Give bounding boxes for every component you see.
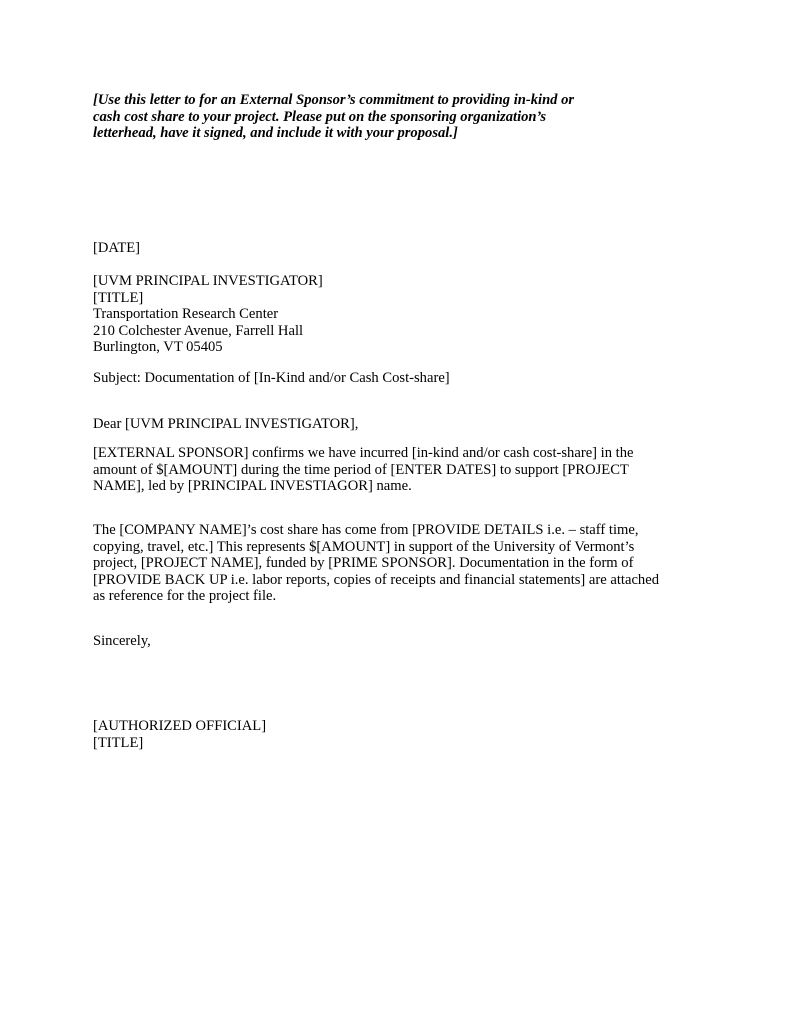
letter-date bbox=[93, 240, 140, 257]
recipient-address bbox=[93, 273, 323, 356]
paragraph2-line-2: copying, travel, etc.] This represents $[AMOUNT] in support of the University of Vermont’s bbox=[93, 538, 635, 555]
paragraph2-line-3: project, [PROJECT NAME], funded by [PRIME SPONSOR]. Documentation in the form of bbox=[93, 555, 634, 572]
signature-line-1: [AUTHORIZED OFFICIAL] bbox=[93, 718, 267, 734]
instruction-line-3: letterhead, have it signed, and include it with your proposal.] bbox=[93, 125, 458, 141]
signature-line-2: [TITLE] bbox=[93, 734, 144, 751]
recipient-line-3: Transportation Research Center bbox=[93, 306, 279, 323]
paragraph1-line-3: NAME], led by [PRINCIPAL INVESTIAGOR] name. bbox=[93, 478, 412, 495]
subject-line bbox=[93, 370, 450, 387]
recipient-line-5: Burlington, VT 05405 bbox=[93, 339, 223, 356]
closing-text: Sincerely, bbox=[93, 633, 151, 649]
body-paragraph-2 bbox=[93, 522, 659, 605]
signature-block bbox=[93, 718, 266, 751]
instruction-note bbox=[93, 92, 574, 142]
date-text: [DATE] bbox=[93, 240, 141, 256]
salutation-text: Dear [UVM PRINCIPAL INVESTIGATOR], bbox=[93, 416, 359, 432]
subject-text: Subject: Documentation of [In-Kind and/or Cash Cost-share] bbox=[93, 370, 450, 386]
paragraph2-line-1: The [COMPANY NAME]’s cost share has come from [PROVIDE DETAILS i.e. – staff time, bbox=[93, 522, 639, 538]
paragraph2-line-5: as reference for the project file. bbox=[93, 588, 277, 605]
instruction-line-1: [Use this letter to for an External Sponsor’s commitment to providing in-kind or bbox=[93, 92, 575, 108]
closing bbox=[93, 633, 151, 650]
recipient-line-4: 210 Colchester Avenue, Farrell Hall bbox=[93, 322, 304, 339]
salutation bbox=[93, 416, 358, 433]
instruction-line-2: cash cost share to your project. Please put on the sponsoring organization’s bbox=[93, 108, 547, 125]
paragraph1-line-2: amount of $[AMOUNT] during the time period of [ENTER DATES] to support [PROJECT bbox=[93, 461, 629, 478]
paragraph2-line-4: [PROVIDE BACK UP i.e. labor reports, copies of receipts and financial statements] are attached bbox=[93, 571, 660, 588]
recipient-line-1: [UVM PRINCIPAL INVESTIGATOR] bbox=[93, 273, 323, 289]
body-paragraph-1 bbox=[93, 445, 634, 495]
recipient-line-2: [TITLE] bbox=[93, 289, 144, 306]
paragraph1-line-1: [EXTERNAL SPONSOR] confirms we have incurred [in-kind and/or cash cost-share] in the bbox=[93, 445, 634, 461]
